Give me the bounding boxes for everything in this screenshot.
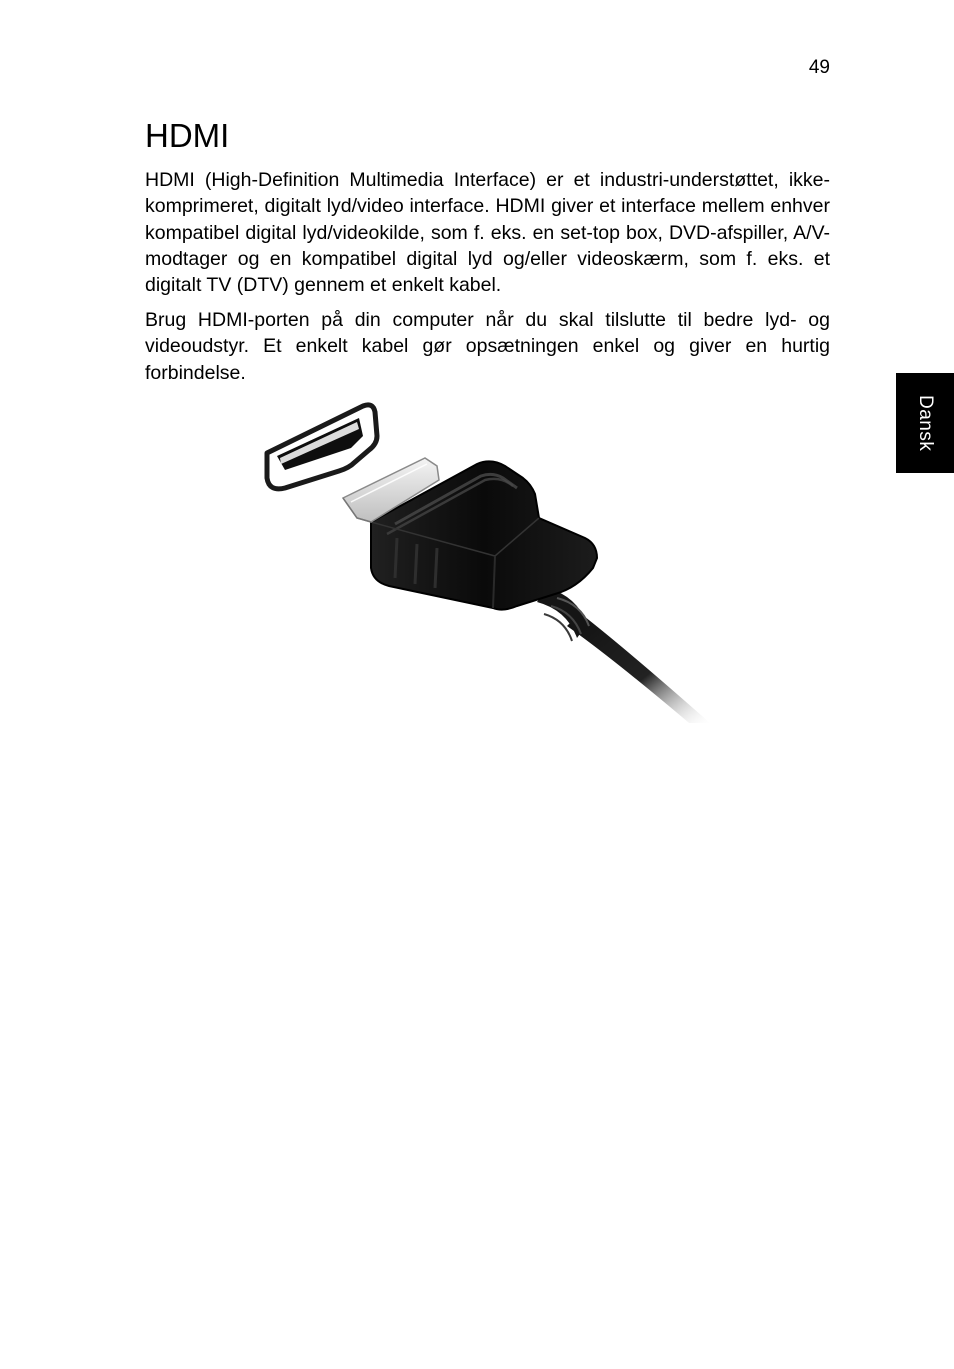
page-number: 49	[808, 57, 830, 78]
hdmi-cable-icon	[343, 458, 710, 723]
hdmi-illustration	[255, 398, 715, 723]
page-title: HDMI	[145, 117, 230, 154]
language-side-tab-label: Dansk	[915, 394, 936, 452]
paragraph-hdmi-usage: Brug HDMI-porten på din computer når du skal tilslutte til bedre lyd- og videoudstyr. Et enkelt kabel gør opsætningen enkel og giver en hurtig forbindelse.	[145, 309, 830, 384]
paragraph-hdmi-description: HDMI (High-Definition Multimedia Interface) er et industri-understøttet, ikke-komprimeret, digitalt lyd/video interface. HDMI giver et interface mellem enhver kompatibel digital lyd/videokilde, som f. eks. en set-top box, DVD-afspiller, A/V-modtager og en kompatibel digital lyd og/eller videoskærm, som f. eks. et digitalt TV (DTV) gennem et enkelt kabel.	[145, 169, 830, 297]
language-side-tab	[896, 373, 954, 473]
hdmi-port-icon	[267, 405, 377, 489]
